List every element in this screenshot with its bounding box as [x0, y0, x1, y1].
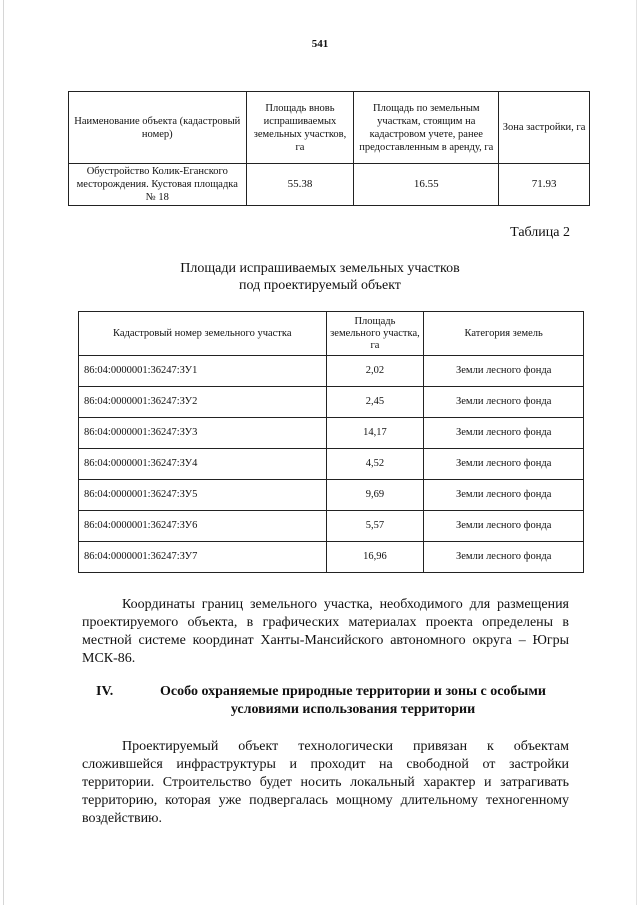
scan-edge-right [636, 0, 637, 905]
table1-cell-object: Обустройство Колик-Еганского месторождения. Кустовая площадка № 18 [69, 164, 247, 206]
cadastral-number: 86:04:0000001:36247:ЗУ3 [79, 418, 327, 449]
table-row [79, 511, 584, 542]
land-category: Земли лесного фонда [424, 387, 584, 418]
table-row [79, 449, 584, 480]
table-row [79, 418, 584, 449]
land-plots-table [78, 311, 584, 573]
coordinates-paragraph [82, 596, 569, 668]
table1-header-registered-area: Площадь по земельным участкам, стоящим на кадастровом учете, ранее предоставленным в аренду, га [354, 92, 499, 164]
table-row [79, 480, 584, 511]
cadastral-number: 86:04:0000001:36247:ЗУ4 [79, 449, 327, 480]
table1-cell-registered-area: 16.55 [354, 164, 499, 206]
table-row [79, 387, 584, 418]
cadastral-number: 86:04:0000001:36247:ЗУ7 [79, 542, 327, 573]
plot-area: 2,02 [326, 356, 424, 387]
table1-header-zone: Зона застройки, га [499, 92, 590, 164]
section-title: Особо охраняемые природные территории и зоны с особыми условиями использования территории [160, 684, 546, 717]
plot-area: 2,45 [326, 387, 424, 418]
table2-header-area: Площадь земельного участка, га [326, 312, 424, 356]
land-category: Земли лесного фонда [424, 418, 584, 449]
plot-area: 14,17 [326, 418, 424, 449]
cadastral-number: 86:04:0000001:36247:ЗУ5 [79, 480, 327, 511]
table-row [79, 356, 584, 387]
infrastructure-paragraph-text: Проектируемый объект технологически привязан к объектам сложившейся инфраструктуры и проходит на свободной от застройки территории. Строительство будет носить локальный характер и затрагивать территорию, которая уже подвергалась мощному длительному техногенному воздействию. [82, 739, 569, 826]
land-category: Земли лесного фонда [424, 449, 584, 480]
table-caption: Таблица 2 [510, 225, 570, 240]
land-category: Земли лесного фонда [424, 356, 584, 387]
section-number: IV. [96, 684, 114, 699]
table2-heading [0, 260, 640, 294]
plot-area: 16,96 [326, 542, 424, 573]
table2-header-category: Категория земель [424, 312, 584, 356]
infrastructure-paragraph [82, 738, 569, 828]
land-category: Земли лесного фонда [424, 511, 584, 542]
land-category: Земли лесного фонда [424, 480, 584, 511]
table1-header-row [69, 92, 590, 164]
plot-area: 4,52 [326, 449, 424, 480]
land-category: Земли лесного фонда [424, 542, 584, 573]
table2-heading-line2: под проектируемый объект [239, 278, 401, 293]
coordinates-paragraph-text: Координаты границ земельного участка, необходимого для размещения проектируемого объекта, в графических материалах проекта определены в местной системе координат Ханты-Мансийского автономного округа – Югры МСК-86. [82, 597, 569, 666]
page-number: 541 [311, 38, 329, 50]
objects-area-table [68, 91, 590, 206]
cadastral-number: 86:04:0000001:36247:ЗУ2 [79, 387, 327, 418]
table1-header-object: Наименование объекта (кадастровый номер) [69, 92, 247, 164]
table-row [79, 542, 584, 573]
section-heading [82, 683, 569, 719]
table1-cell-new-area: 55.38 [246, 164, 354, 206]
table1-cell-zone: 71.93 [499, 164, 590, 206]
scan-edge-left [3, 0, 4, 905]
table2-header-row [79, 312, 584, 356]
table2-heading-line1: Площади испрашиваемых земельных участков [180, 261, 460, 276]
plot-area: 9,69 [326, 480, 424, 511]
table-row [69, 164, 590, 206]
cadastral-number: 86:04:0000001:36247:ЗУ1 [79, 356, 327, 387]
cadastral-number: 86:04:0000001:36247:ЗУ6 [79, 511, 327, 542]
table2-header-cadastral: Кадастровый номер земельного участка [79, 312, 327, 356]
table1-header-new-area: Площадь вновь испрашиваемых земельных участков, га [246, 92, 354, 164]
plot-area: 5,57 [326, 511, 424, 542]
